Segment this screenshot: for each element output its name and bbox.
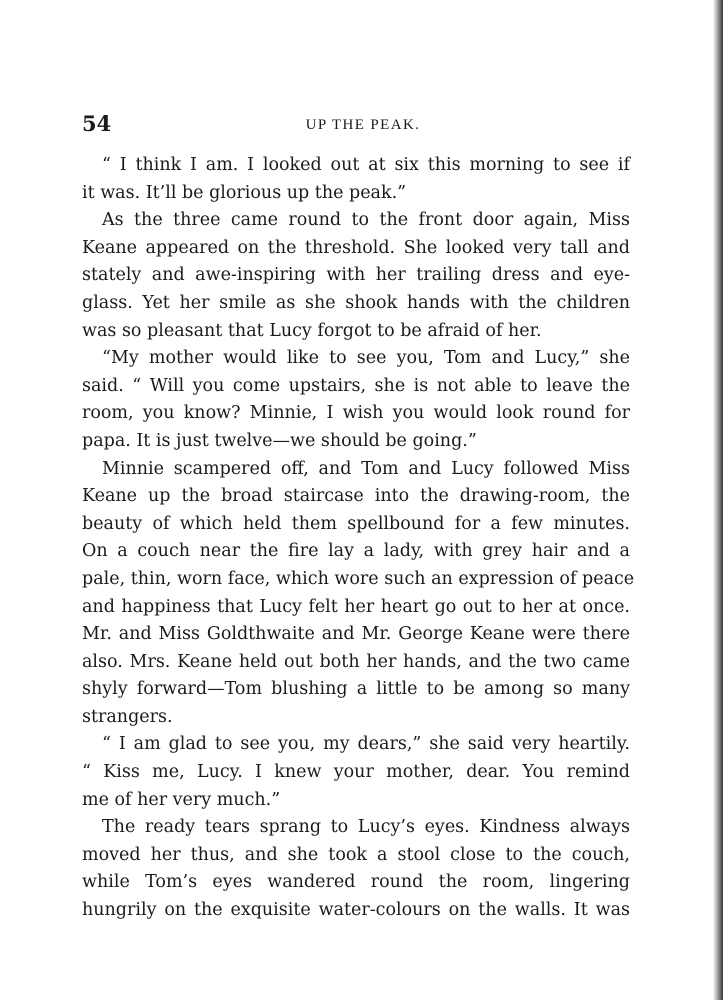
text-line: said. “ Will you come upstairs, she is not able to leave the bbox=[82, 375, 630, 396]
paragraph bbox=[82, 345, 630, 455]
text-line: also. Mrs. Keane held out both her hands, and the two came bbox=[82, 651, 630, 672]
page-number: 54 bbox=[82, 111, 112, 136]
text-line: “ I think I am. I looked out at six this morning to see if bbox=[102, 155, 630, 175]
text-line: and happiness that Lucy felt her heart go out to her at once. bbox=[82, 596, 630, 617]
text-line: hungrily on the exquisite water-colours on the walls. It was bbox=[82, 900, 630, 921]
text-line: stately and awe-inspiring with her trailing dress and eye- bbox=[82, 265, 630, 286]
text-line: room, you know? Minnie, I wish you would look round for bbox=[82, 403, 630, 424]
text-line: strangers. bbox=[82, 706, 173, 727]
text-line: Minnie scampered off, and Tom and Lucy followed Miss bbox=[102, 458, 630, 479]
text-line: me of her very much.” bbox=[82, 789, 281, 810]
text-line: was so pleasant that Lucy forgot to be afraid of her. bbox=[82, 320, 542, 341]
text-line: Mr. and Miss Goldthwaite and Mr. George Keane were there bbox=[82, 624, 630, 645]
paragraph bbox=[82, 814, 630, 924]
text-line: “ Kiss me, Lucy. I knew your mother, dear. You remind bbox=[82, 762, 630, 783]
page-edge-shadow bbox=[713, 0, 723, 1000]
paragraph bbox=[82, 207, 630, 345]
text-line: shyly forward—Tom blushing a little to be among so many bbox=[82, 679, 630, 700]
page-header bbox=[82, 112, 630, 136]
paragraph bbox=[82, 152, 630, 207]
text-line: papa. It is just twelve—we should be going.” bbox=[82, 430, 477, 451]
text-line: On a couch near the fire lay a lady, with grey hair and a bbox=[82, 541, 630, 562]
text-line: The ready tears sprang to Lucy’s eyes. Kindness always bbox=[102, 817, 630, 838]
paragraph bbox=[82, 731, 630, 814]
text-line: “ I am glad to see you, my dears,” she said very heartily. bbox=[102, 734, 630, 755]
text-line: “My mother would like to see you, Tom and Lucy,” she bbox=[102, 348, 630, 369]
text-line: Keane appeared on the threshold. She looked very tall and bbox=[82, 237, 630, 258]
body-text bbox=[82, 152, 635, 925]
paragraph bbox=[82, 456, 635, 732]
text-line: As the three came round to the front door again, Miss bbox=[102, 210, 630, 231]
text-line: beauty of which held them spellbound for a few minutes. bbox=[82, 513, 630, 534]
running-head: UP THE PEAK. bbox=[305, 117, 421, 133]
text-line: it was. It’ll be glorious up the peak.” bbox=[82, 182, 407, 203]
text-line: moved her thus, and she took a stool close to the couch, bbox=[82, 844, 630, 865]
text-line: while Tom’s eyes wandered round the room, lingering bbox=[82, 872, 630, 893]
text-line: Keane up the broad staircase into the drawing-room, the bbox=[82, 486, 630, 507]
text-line: glass. Yet her smile as she shook hands with the children bbox=[82, 292, 630, 313]
text-line: pale, thin, worn face, which wore such an expression of peace bbox=[82, 568, 635, 589]
